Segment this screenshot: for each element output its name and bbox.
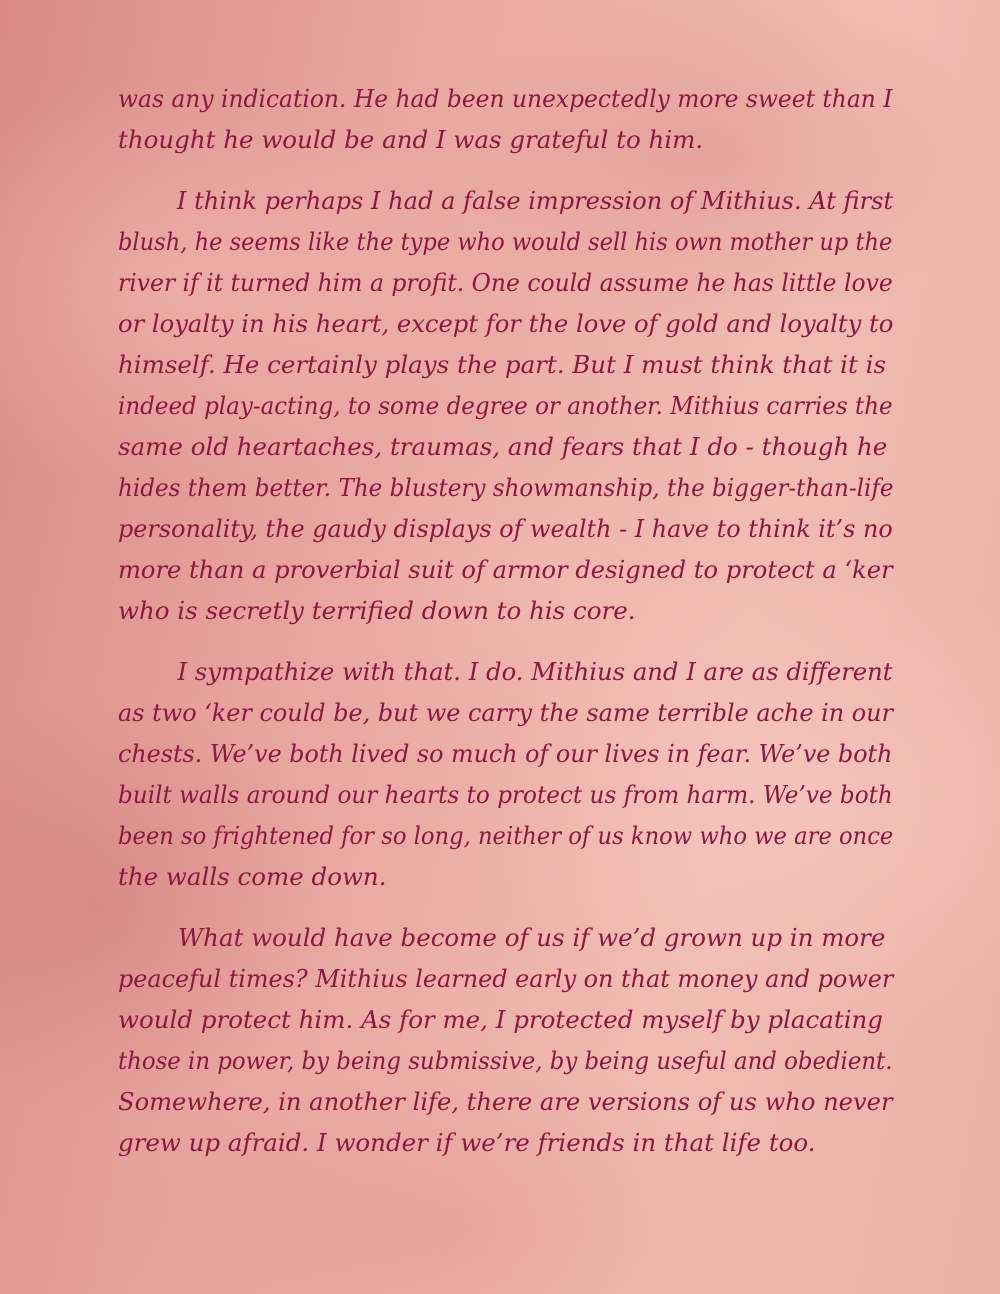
text-line: been so frightened for so long, neither of us know who we are once (118, 821, 894, 850)
text-line: himself. He certainly plays the part. But I must think that it is (118, 350, 887, 379)
text-line: grew up afraid. I wonder if we’re friends in that life too. (118, 1128, 816, 1157)
text-line: river if it turned him a profit. One could assume he has little love (118, 268, 893, 297)
journal-page (118, 78, 893, 1183)
text-line: personality, the gaudy displays of wealth - I have to think it’s no (118, 514, 893, 543)
text-line: same old heartaches, traumas, and fears that I do - though he (118, 432, 888, 461)
text-line: thought he would be and I was grateful to him. (118, 125, 704, 154)
text-line: peaceful times? Mithius learned early on that money and power (118, 964, 894, 993)
paragraph-3 (118, 651, 893, 897)
text-line: more than a proverbial suit of armor designed to protect a ‘ker (118, 555, 893, 584)
text-line: blush, he seems like the type who would sell his own mother up the (118, 227, 893, 256)
paragraph-4 (118, 917, 893, 1163)
text-line: was any indication. He had been unexpectedly more sweet than I (118, 84, 893, 113)
text-line: built walls around our hearts to protect us from harm. We’ve both (118, 780, 893, 809)
paragraph-2 (118, 180, 893, 631)
text-line: as two ‘ker could be, but we carry the same terrible ache in our (118, 698, 894, 727)
text-line: hides them better. The blustery showmanship, the bigger-than-life (118, 473, 894, 502)
text-line: or loyalty in his heart, except for the love of gold and loyalty to (118, 309, 894, 338)
text-line: chests. We’ve both lived so much of our lives in fear. We’ve both (118, 739, 893, 768)
text-line: I think perhaps I had a false impression of Mithius. At first (176, 186, 894, 215)
text-line: the walls come down. (118, 862, 387, 891)
text-line: I sympathize with that. I do. Mithius and I are as different (177, 657, 893, 686)
text-line: who is secretly terrified down to his core. (118, 596, 636, 625)
text-line: Somewhere, in another life, there are versions of us who never (118, 1087, 893, 1116)
text-line: indeed play-acting, to some degree or another. Mithius carries the (118, 391, 893, 420)
text-line: those in power, by being submissive, by being useful and obedient. (118, 1046, 893, 1075)
text-line: What would have become of us if we’d grown up in more (178, 923, 886, 952)
text-line: would protect him. As for me, I protected myself by placating (118, 1005, 883, 1034)
paragraph-1 (118, 78, 893, 160)
